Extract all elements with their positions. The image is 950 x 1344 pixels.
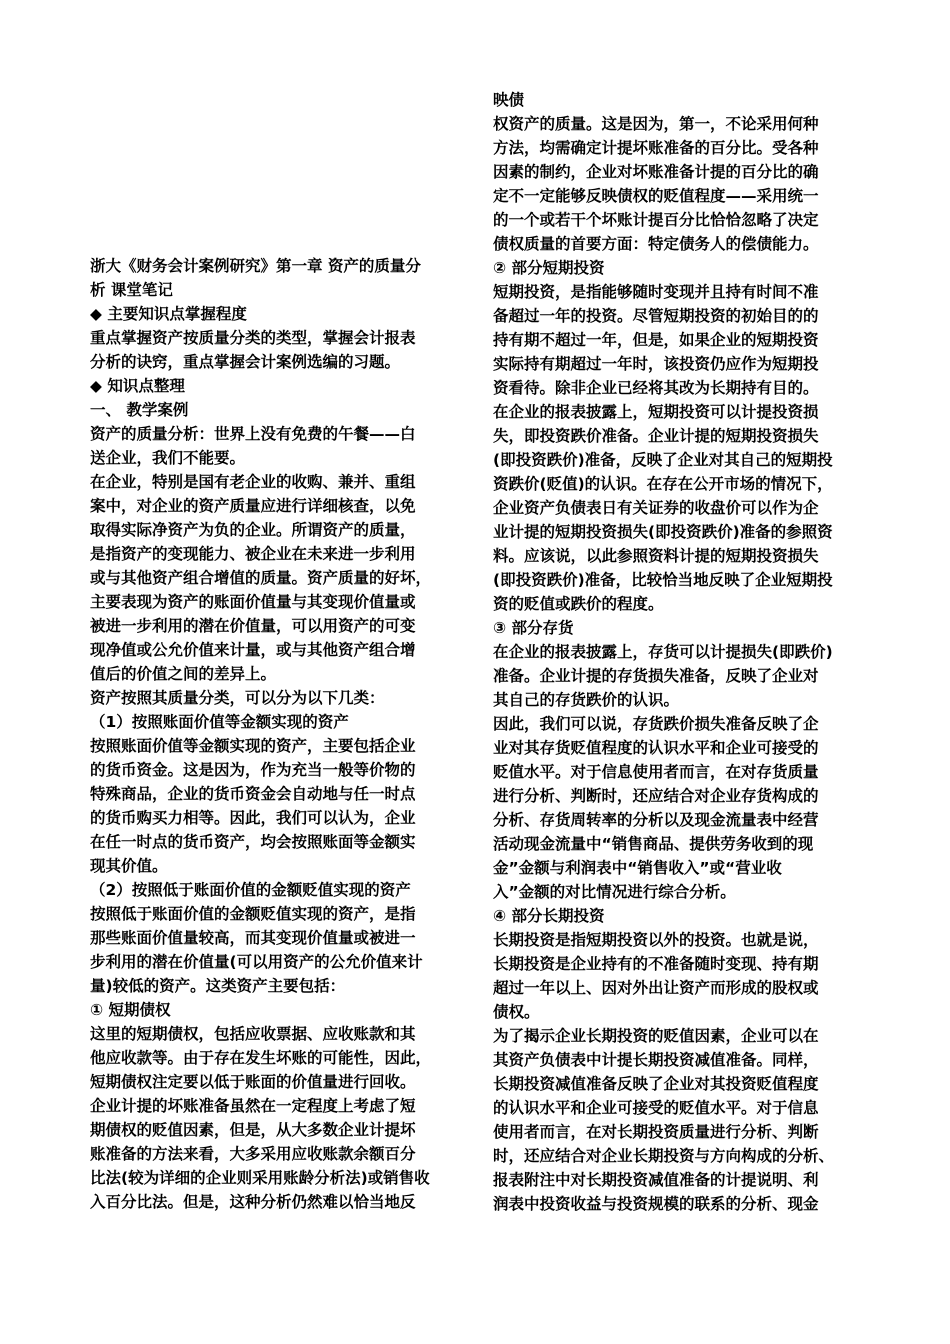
text-line: 在企业的报表披露上，存货可以计提损失(即跌价) <box>493 643 833 661</box>
text-line: 案中，对企业的资产质量应进行详细核查，以免 <box>90 497 416 515</box>
text-line: ① 短期债权 <box>90 1001 171 1019</box>
text-line: 资的贬值或跌价的程度。 <box>493 595 664 613</box>
text-line: 这里的短期债权，包括应收票据、应收账款和其 <box>90 1025 416 1043</box>
text-line: (即投资跌价)准备，比较恰当地反映了企业短期投 <box>493 571 833 589</box>
text-line: 权资产的质量。这是因为，第一，不论采用何种 <box>493 115 819 133</box>
text-line: 企业资产负债表日有关证券的收盘价可以作为企 <box>493 499 819 517</box>
text-line: 因素的制约，企业对坏账准备计提的百分比的确 <box>493 163 819 181</box>
text-line: 料。应该说，以此参照资料计提的短期投资损失 <box>493 547 819 565</box>
left-text-column <box>90 0 465 1214</box>
text-line: 债权。 <box>493 1003 540 1021</box>
text-line: 持有期不超过一年，但是，如果企业的短期投资 <box>493 331 819 349</box>
text-line: 短期债权注定要以低于账面的价值量进行回收。 <box>90 1073 416 1091</box>
text-line: 业对其存货贬值程度的认识水平和企业可接受的 <box>493 739 819 757</box>
text-line: 步利用的潜在价值量(可以用资产的公允价值来计 <box>90 953 423 971</box>
text-line: ◆ 主要知识点掌握程度 <box>90 305 247 323</box>
text-line: 浙大《财务会计案例研究》第一章 资产的质量分 <box>90 257 421 275</box>
text-line: 方法，均需确定计提坏账准备的百分比。受各种 <box>493 139 819 157</box>
text-line: 入百分比法。但是，这种分析仍然难以恰当地反 <box>90 1193 416 1211</box>
text-line: 报表附注中对长期投资减值准备的计提说明、利 <box>493 1171 819 1189</box>
text-line: 分析、存货周转率的分析以及现金流量表中经营 <box>493 811 819 829</box>
text-line: 准备。企业计提的存货损失准备，反映了企业对 <box>493 667 819 685</box>
text-line: 长期投资减值准备反映了企业对其投资贬值程度 <box>493 1075 819 1093</box>
text-line: （1）按照账面价值等金额实现的资产 <box>90 713 349 731</box>
text-line: 进行分析、判断时，还应结合对企业存货构成的 <box>493 787 819 805</box>
right-text-column <box>493 0 871 1216</box>
text-line: 取得实际净资产为负的企业。所谓资产的质量， <box>90 521 416 539</box>
text-line: 的认识水平和企业可接受的贬值水平。对于信息 <box>493 1099 819 1117</box>
text-line: 备超过一年的投资。尽管短期投资的初始目的的 <box>493 307 819 325</box>
text-line: 债权质量的首要方面：特定债务人的偿债能力。 <box>493 235 819 253</box>
text-line: 的一个或若干个坏账计提百分比恰恰忽略了决定 <box>493 211 819 229</box>
text-line: 或与其他资产组合增值的质量。资产质量的好坏， <box>90 569 432 587</box>
text-line: 使用者而言，在对长期投资质量进行分析、判断 <box>493 1123 819 1141</box>
text-line: 的货币购买力相等。因此，我们可以认为，企业 <box>90 809 416 827</box>
text-line: 的货币资金。这是因为，作为充当一般等价物的 <box>90 761 416 779</box>
text-line: 比法(较为详细的企业则采用账龄分析法)或销售收 <box>90 1169 430 1187</box>
text-line: 一、 教学案例 <box>90 401 189 419</box>
text-line: 账准备的方法来看，大多采用应收账款余额百分 <box>90 1145 416 1163</box>
text-line: 在企业的报表披露上，短期投资可以计提投资损 <box>493 403 819 421</box>
text-line: 期债权的贬值因素，但是，从大多数企业计提坏 <box>90 1121 416 1139</box>
text-line: 析 课堂笔记 <box>90 281 173 299</box>
text-line: ② 部分短期投资 <box>493 259 605 277</box>
text-line: 那些账面价值量较高，而其变现价值量或被进一 <box>90 929 416 947</box>
text-line: 因此，我们可以说，存货跌价损失准备反映了企 <box>493 715 819 733</box>
text-line: 按照账面价值等金额实现的资产，主要包括企业 <box>90 737 416 755</box>
text-line: 为了揭示企业长期投资的贬值因素，企业可以在 <box>493 1027 819 1045</box>
text-line: 特殊商品，企业的货币资金会自动地与任一时点 <box>90 785 416 803</box>
text-line: 其自己的存货跌价的认识。 <box>493 691 680 709</box>
text-line: 资跌价(贬值)的认识。在存在公开市场的情况下， <box>493 475 833 493</box>
text-line: 资产按照其质量分类，可以分为以下几类： <box>90 689 385 707</box>
text-line: 在企业，特别是国有老企业的收购、兼并、重组 <box>90 473 416 491</box>
text-line: 按照低于账面价值的金额贬值实现的资产，是指 <box>90 905 416 923</box>
text-line: 润表中投资收益与投资规模的联系的分析、现金 <box>493 1195 819 1213</box>
text-line: （2）按照低于账面价值的金额贬值实现的资产 <box>90 881 411 899</box>
text-line: 其资产负债表中计提长期投资减值准备。同样， <box>493 1051 819 1069</box>
text-line: 时，还应结合对企业长期投资与方向构成的分析、 <box>493 1147 835 1165</box>
text-line: 重点掌握资产按质量分类的类型，掌握会计报表 <box>90 329 416 347</box>
text-line: 主要表现为资产的账面价值量与其变现价值量或 <box>90 593 416 611</box>
text-line: 是指资产的变现能力、被企业在未来进一步利用 <box>90 545 416 563</box>
text-line: 资看待。除非企业已经将其改为长期持有目的。 <box>493 379 819 397</box>
text-line: 金”金额与利润表中“销售收入”或“营业收 <box>493 859 782 877</box>
text-line: 送企业，我们不能要。 <box>90 449 246 467</box>
text-line: 贬值水平。对于信息使用者而言，在对存货质量 <box>493 763 819 781</box>
text-line: 活动现金流量中“销售商品、提供劳务收到的现 <box>493 835 814 853</box>
text-line: 实际持有期超过一年时，该投资仍应作为短期投 <box>493 355 819 373</box>
text-line: 企业计提的坏账准备虽然在一定程度上考虑了短 <box>90 1097 416 1115</box>
text-line: 在任一时点的货币资产，均会按照账面等金额实 <box>90 833 416 851</box>
text-line: 他应收款等。由于存在发生坏账的可能性，因此， <box>90 1049 432 1067</box>
text-line: 现其价值。 <box>90 857 168 875</box>
text-line: 失，即投资跌价准备。企业计提的短期投资损失 <box>493 427 819 445</box>
text-line: ④ 部分长期投资 <box>493 907 605 925</box>
text-line: 现净值或公允价值来计量，或与其他资产组合增 <box>90 641 416 659</box>
text-line: 业计提的短期投资损失(即投资跌价)准备的参照资 <box>493 523 833 541</box>
text-line: 长期投资是企业持有的不准备随时变现、持有期 <box>493 955 819 973</box>
text-line: 短期投资，是指能够随时变现并且持有时间不准 <box>493 283 819 301</box>
text-line: 入”金额的对比情况进行综合分析。 <box>493 883 736 901</box>
text-line: 值后的价值之间的差异上。 <box>90 665 277 683</box>
text-line: ③ 部分存货 <box>493 619 574 637</box>
text-line: 长期投资是指短期投资以外的投资。也就是说， <box>493 931 819 949</box>
text-line: (即投资跌价)准备，反映了企业对其自己的短期投 <box>493 451 833 469</box>
text-line: 超过一年以上、因对外出让资产而形成的股权或 <box>493 979 819 997</box>
text-line: ◆ 知识点整理 <box>90 377 185 395</box>
text-line: 资产的质量分析：世界上没有免费的午餐——白 <box>90 425 416 443</box>
text-line: 定不一定能够反映债权的贬值程度——采用统一 <box>493 187 819 205</box>
text-line: 分析的诀窍，重点掌握会计案例选编的习题。 <box>90 353 401 371</box>
text-line: 映债 <box>493 91 525 109</box>
text-line: 被进一步利用的潜在价值量，可以用资产的可变 <box>90 617 416 635</box>
text-line: 量)较低的资产。这类资产主要包括： <box>90 977 346 995</box>
